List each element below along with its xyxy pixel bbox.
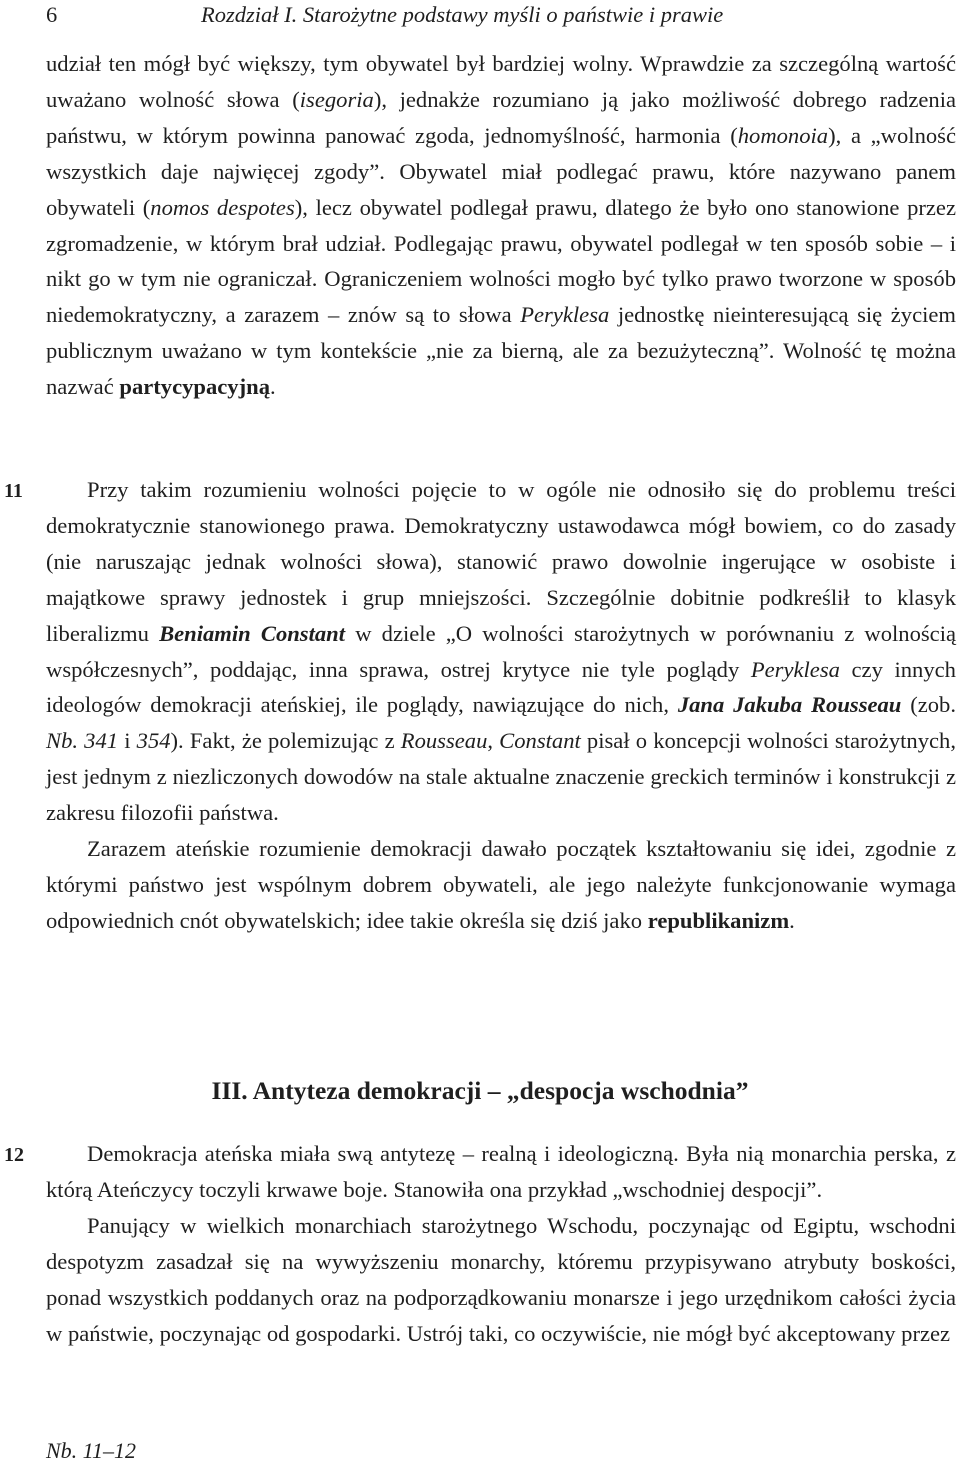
paragraph-2: [46, 472, 956, 939]
paragraph-text: Panujący w wielkich monarchiach starożytnego Wschodu, poczynając od Egiptu, wschodni despotyzm zasadzał się na wywyższeniu monarchy, któremu przypisywano atrybuty boskości, ponad wszystkich poddanych oraz na podporządkowaniu monarsze i jego urzędnikom całości życia w państwie, poczynając od gospodarki. Ustrój taki, co oczywiście, nie mógł być akceptowany przez: [46, 1212, 956, 1346]
term-nomos-despotes: nomos despotes: [150, 194, 295, 220]
text: czy innych ideologów demokracji ateńskiej, ile poglądy, nawiązujące do nich,: [46, 656, 956, 718]
name-rousseau: Rousseau: [400, 728, 488, 754]
name-constant: Beniamin Constant: [159, 620, 346, 646]
footer-margin-range: Nb. 11–12: [46, 1438, 137, 1463]
section-heading: III. Antyteza demokracji – „despocja wschodnia”: [211, 1076, 749, 1105]
name-rousseau: Jana Jakuba Rousseau: [677, 692, 902, 718]
text: .: [789, 907, 795, 933]
term-isegoria: isegoria: [299, 86, 374, 112]
text: ), a „wolność wszystkich daje najwięcej zgody”. Obywatel miał podlegać prawu, które nazywano panem obywateli (: [46, 122, 956, 220]
name-constant: Constant: [499, 728, 581, 754]
text: ), lecz obywatel podlegał prawu, dlatego że było ono stanowione przez zgromadzenie, w którym brał udział. Podlegając prawu, obywatel podlegał w ten sposób sobie – i nikt go w tym nie ograniczał. Ograniczeniem wolności mogło być tylko prawo tworzone w sposób niedemokratyczny, a zarazem – znów są to słowa: [46, 194, 956, 328]
paragraph-text: Demokracja ateńska miała swą antytezę – realną i ideologiczną. Była nią monarchia perska, z którą Ateńczycy toczyli krwawe boje. Stanowiła ona przykład „wschodniej despocji”.: [46, 1141, 956, 1202]
paragraph-4: [46, 1136, 956, 1351]
text: i: [118, 728, 137, 754]
text: Przy takim rozumieniu wolności pojęcie to w ogóle nie odnosiło się do problemu treści demokratycznie stanowionego prawa. Demokratyczny ustawodawca mógł bowiem, co do zasady (nie naruszając jednak wolności słowa), stanowić prawo dowolnie ingerujące w osobiste i majątkowe sprawy jednostek i grup mniejszości. Szczególnie dobitnie podkreślił to klasyk liberalizmu: [46, 477, 956, 646]
term-bold: partycypacyjną: [119, 374, 270, 400]
text: ,: [487, 728, 500, 754]
cross-reference: 354: [136, 728, 171, 754]
name-pericles: Peryklesa: [520, 302, 610, 328]
text: pisał o koncepcji wolności starożytnych, jest jednym z niezliczonych dowodów na stale aktualne znaczenie greckich terminów i konstrukcji z zakresu filozofii państwa.: [46, 728, 956, 826]
margin-number: 12: [4, 1144, 24, 1166]
running-header: [46, 2, 723, 28]
term-bold: republikanizm: [647, 907, 790, 933]
text: ), jednakże rozumiano ją jako możliwość dobrego radzenia państwu, w którym powinna panować zgoda, jednomyślność, harmonia (: [46, 86, 956, 148]
text: w dziele „O wolności starożytnych w porównaniu z wolnością współczesnych”, poddając, inna sprawa, ostrej krytyce nie tyle poglądy: [46, 620, 956, 682]
margin-number: 11: [4, 480, 23, 502]
text: Zarazem ateńskie rozumienie demokracji dawało początek kształtowaniu się idei, zgodnie z którymi państwo jest wspólnym dobrem obywateli, ale jego należyte funkcjonowanie wymaga odpowiednich cnót obywatelskich; idee takie określa się dziś jako: [46, 836, 956, 933]
name-pericles: Peryklesa: [750, 656, 840, 682]
text: (zob.: [901, 692, 956, 718]
running-title: Rozdział I. Starożytne podstawy myśli o państwie i prawie: [201, 2, 724, 27]
text: udział ten mógł być większy, tym obywatel był bardziej wolny. Wprawdzie za szczególną wartość uważano wolność słowa (: [46, 51, 956, 112]
text: .: [270, 374, 276, 400]
text: ). Fakt, że polemizując z: [170, 728, 401, 754]
paragraph-1: [46, 46, 956, 405]
text: jednostkę nieinteresującą się życiem publicznym uważano w tym kontekście „nie za bierną, ale za bezużyteczną”. Wolność tę można nazwać: [46, 302, 956, 400]
cross-reference: Nb. 341: [46, 728, 119, 754]
page-number: 6: [46, 2, 58, 27]
term-homonoia: homonoia: [737, 122, 829, 148]
